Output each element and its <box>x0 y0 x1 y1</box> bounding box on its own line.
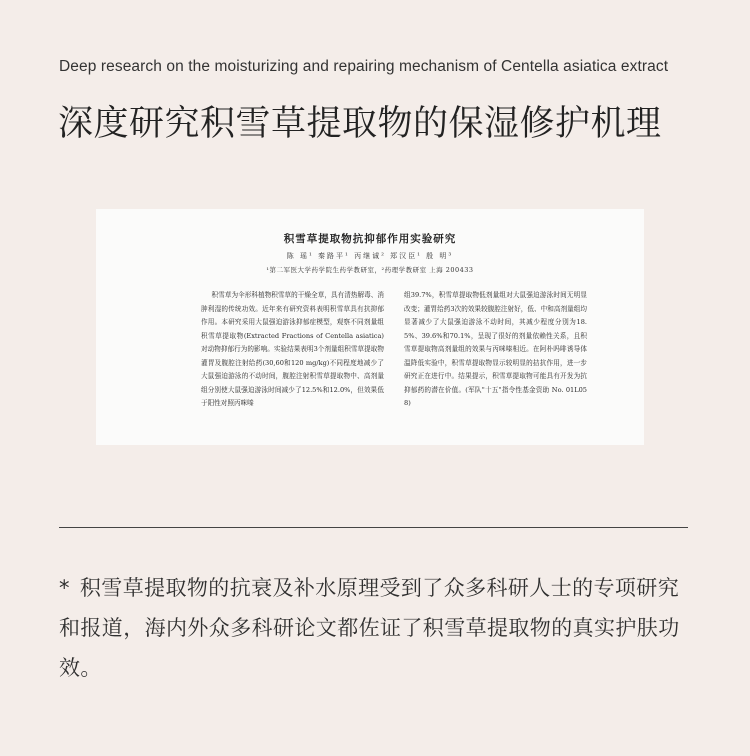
page-title: 深度研究积雪草提取物的保湿修护机理 <box>58 104 662 144</box>
paper-column-right: 组39.7%，积雪草提取物低剂量组对大鼠强迫游泳时间无明显改变；灌胃给药3次的效果较腹腔注射好，低、中和高剂量组均显著减少了大鼠强迫游泳不动时间，其减少程度分别为18.5%、39.6%和70.1%，呈现了很好的剂量依赖性关系，且积雪草提取物高剂量组的效果与丙咪嗪相近。在阿朴吗啡诱导体温降低实验中，积雪草提取物显示较明显的拮抗作用，进一步研究正在进行中。结果提示，积雪草提取物可能具有开发为抗抑郁药的潜在价值。(军队"十五"指令性基金资助 No. 01L058) <box>404 291 587 407</box>
paper-title: 积雪草提取物抗抑郁作用实验研究 <box>283 233 457 245</box>
paper-column-left: 积雪草为伞形科植物积雪草的干燥全草，具有清热解毒、消肿利湿的传统功效。近年来有研究资料表明积雪草具有抗抑郁作用。本研究采用大鼠强迫游泳抑郁症模型，观察不同剂量组积雪草提取物(Extracted Fractions of Centella asiatica)对动物抑郁行为的影响。实验结果表明3个剂量组积雪草提取物灌胃及腹腔注射给药(30,60和120 mg/kg)不同程度地减少了大鼠强迫游泳的不动时间，腹腔注射积雪草提取物中、高剂量组分别使大鼠强迫游泳时间减少了12.5%和12.0%，但效果低于阳性对照丙咪嗪 <box>201 291 384 407</box>
subtitle-english: Deep research on the moisturizing and repairing mechanism of Centella asiatica extract <box>59 58 669 75</box>
paper-affiliation: ¹第二军医大学药学院生药学教研室，²药理学教研室 上海 200433 <box>266 266 474 274</box>
paper-excerpt-image <box>96 209 644 445</box>
divider-line <box>59 527 688 528</box>
footnote <box>59 568 691 688</box>
asterisk-marker: * <box>59 576 70 600</box>
paper-authors: 陈 瑶¹ 秦路平¹ 丙继诚² 郑汉臣¹ 殷 明³ <box>286 252 454 260</box>
footnote-text: 积雪草提取物的抗衰及补水原理受到了众多科研人士的专项研究和报道，海内外众多科研论文都佐证了积雪草提取物的真实护肤功效。 <box>59 576 680 680</box>
